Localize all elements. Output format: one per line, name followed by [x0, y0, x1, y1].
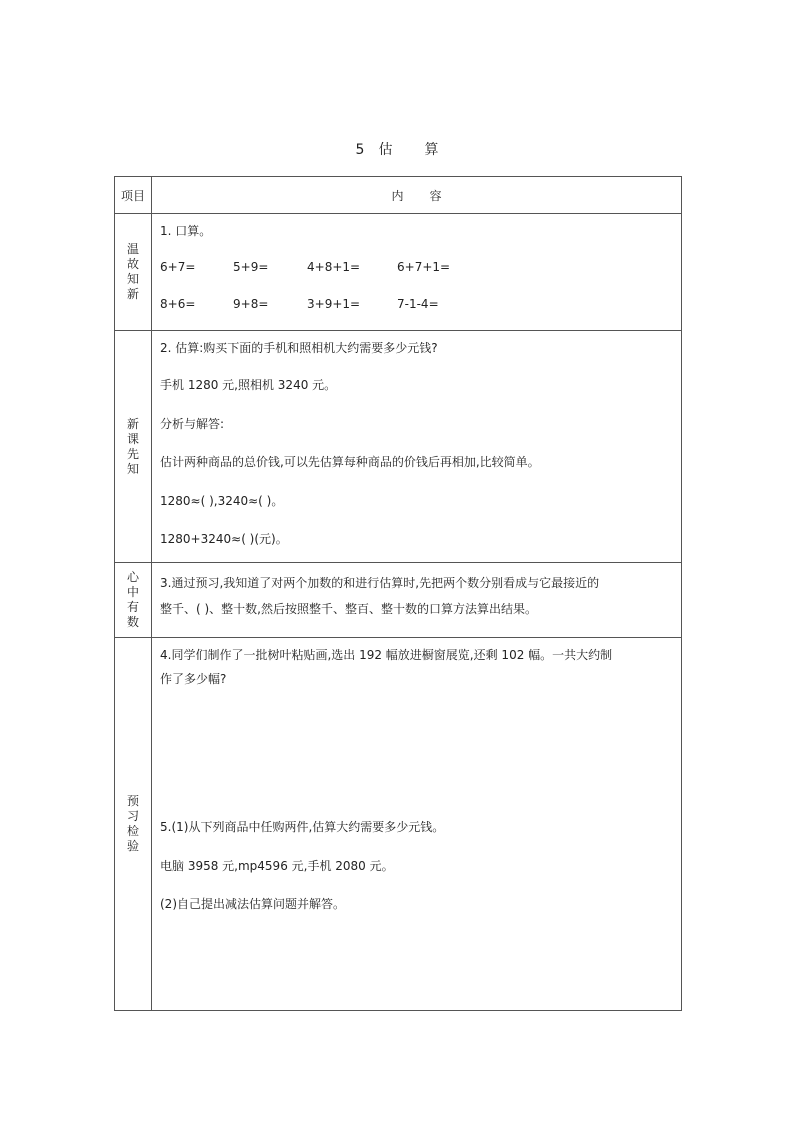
label-char: 心: [126, 570, 139, 584]
label-char: 验: [126, 839, 139, 853]
label-char: 有: [126, 600, 139, 614]
estimate-step-2: 1280+3240≈( )(元)。: [160, 532, 288, 546]
analysis-label: 分析与解答:: [160, 417, 225, 431]
section-content-review: [152, 214, 682, 331]
calc-item: 8+6=: [160, 297, 196, 311]
question-5-part-1: 5.(1)从下列商品中任购两件,估算大约需要多少元钱。: [160, 820, 445, 834]
label-char: 知: [126, 461, 139, 476]
question-4-line-1: 4.同学们制作了一批树叶粘贴画,选出 192 幅放进橱窗展览,还剩 102 幅。一共大约制: [160, 648, 613, 662]
calc-item: 3+9+1=: [307, 297, 361, 311]
section-label-check: [115, 638, 152, 1011]
calc-item: 9+8=: [233, 297, 269, 311]
worksheet-table: [114, 176, 682, 1011]
section-label-new: [115, 331, 152, 563]
title-char-1: 估: [378, 142, 393, 158]
label-char: 中: [126, 585, 139, 599]
label-char: 课: [126, 431, 139, 446]
section-content-check: [152, 638, 682, 1011]
title-number: 5: [355, 142, 365, 158]
label-char: 故: [126, 257, 139, 271]
section-label-mind: [115, 563, 152, 638]
section-content-new: [152, 331, 682, 563]
label-char: 先: [126, 446, 139, 461]
question-1-heading: 1. 口算。: [160, 224, 212, 238]
question-5-part-2: (2)自己提出减法估算问题并解答。: [160, 897, 345, 911]
label-char: 习: [126, 809, 139, 823]
label-char: 预: [126, 794, 139, 808]
label-char: 温: [126, 242, 139, 256]
calc-item: 7-1-4=: [397, 297, 439, 311]
question-2: 2. 估算:购买下面的手机和照相机大约需要多少元钱?: [160, 341, 438, 355]
analysis-text: 估计两种商品的总价钱,可以先估算每种商品的价钱后再相加,比较简单。: [160, 455, 540, 469]
question-5-items: 电脑 3958 元,mp4596 元,手机 2080 元。: [160, 859, 394, 873]
label-char: 新: [126, 287, 139, 301]
header-content-char-1: 内: [391, 188, 404, 203]
question-3-line-1: 3.通过预习,我知道了对两个加数的和进行估算时,先把两个数分别看成与它最接近的: [160, 576, 600, 590]
label-char: 新: [126, 416, 139, 431]
header-content-char-2: 容: [429, 188, 442, 203]
calc-item: 6+7+1=: [397, 260, 451, 274]
question-2-given: 手机 1280 元,照相机 3240 元。: [160, 378, 337, 392]
label-char: 数: [126, 615, 139, 629]
section-label-review: [115, 214, 152, 331]
calc-item: 5+9=: [233, 260, 269, 274]
section-content-mind: [152, 563, 682, 638]
header-content: [152, 177, 682, 214]
calc-item: 4+8+1=: [307, 260, 361, 274]
question-4-line-2: 作了多少幅?: [160, 672, 227, 686]
header-item: 项目: [115, 177, 152, 214]
label-char: 检: [126, 824, 139, 838]
page-title: [0, 139, 794, 159]
label-char: 知: [126, 272, 139, 286]
question-3-line-2: 整千、( )、整十数,然后按照整千、整百、整十数的口算方法算出结果。: [160, 602, 537, 616]
calc-item: 6+7=: [160, 260, 196, 274]
title-char-2: 算: [424, 142, 439, 158]
estimate-step-1: 1280≈( ),3240≈( )。: [160, 494, 284, 508]
